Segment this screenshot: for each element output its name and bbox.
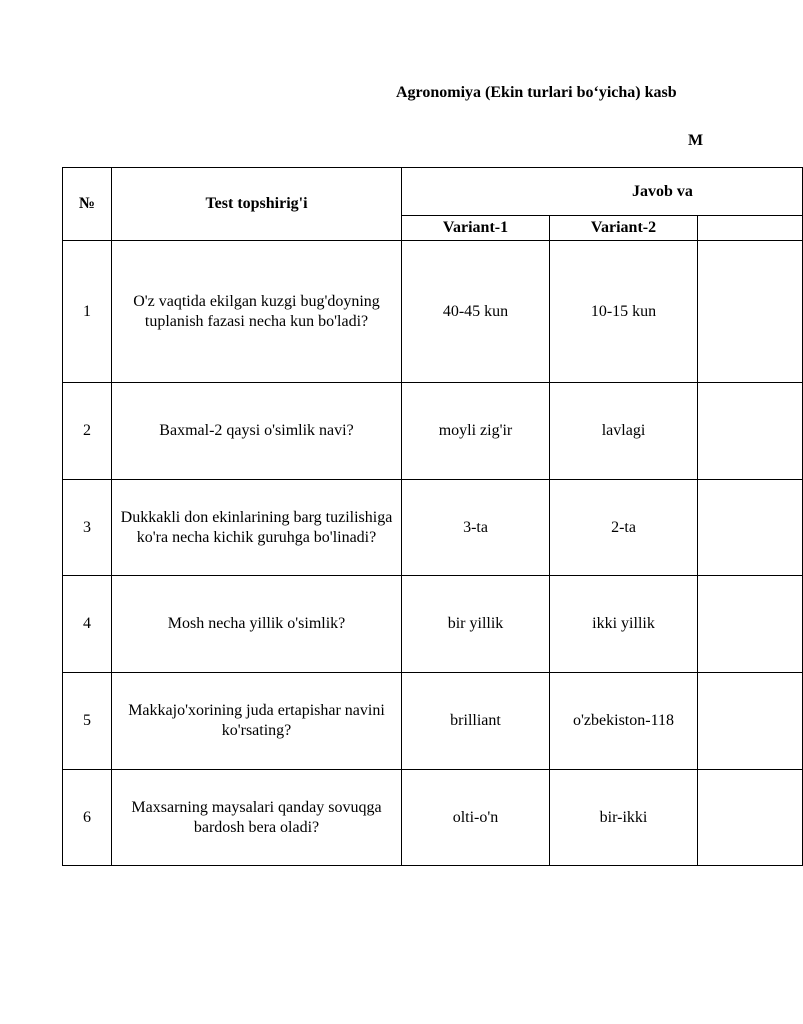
row-number: 4 xyxy=(63,576,112,673)
row-question: O'z vaqtida ekilgan kuzgi bug'doyning tuplanish fazasi necha kun bo'ladi? xyxy=(112,241,402,383)
header-variant-2: Variant-2 xyxy=(550,216,698,241)
table-row xyxy=(63,770,803,866)
table-row xyxy=(63,673,803,770)
table-row xyxy=(63,576,803,673)
row-variant-3 xyxy=(698,383,803,480)
row-question: Baxmal-2 qaysi o'simlik navi? xyxy=(112,383,402,480)
row-question: Dukkakli don ekinlarining barg tuzilishiga ko'ra necha kichik guruhga bo'linadi? xyxy=(112,480,402,576)
row-variant-1: brilliant xyxy=(402,673,550,770)
row-variant-2: lavlagi xyxy=(550,383,698,480)
row-variant-2: 10-15 kun xyxy=(550,241,698,383)
row-number: 2 xyxy=(63,383,112,480)
row-variant-2: 2-ta xyxy=(550,480,698,576)
row-variant-1: bir yillik xyxy=(402,576,550,673)
row-question: Mosh necha yillik o'simlik? xyxy=(112,576,402,673)
row-variant-1: 40-45 kun xyxy=(402,241,550,383)
row-number: 6 xyxy=(63,770,112,866)
header-number: № xyxy=(63,168,112,241)
header-variant-3 xyxy=(698,216,803,241)
row-variant-1: 3-ta xyxy=(402,480,550,576)
row-variant-2: bir-ikki xyxy=(550,770,698,866)
row-variant-3 xyxy=(698,480,803,576)
row-variant-1: olti-o'n xyxy=(402,770,550,866)
header-question: Test topshirig'i xyxy=(112,168,402,241)
row-variant-3 xyxy=(698,673,803,770)
table-row xyxy=(63,480,803,576)
header-variant-1: Variant-1 xyxy=(402,216,550,241)
row-variant-1: moyli zig'ir xyxy=(402,383,550,480)
row-number: 5 xyxy=(63,673,112,770)
row-variant-2: ikki yillik xyxy=(550,576,698,673)
test-table xyxy=(62,167,803,866)
table-header-row xyxy=(63,168,803,216)
document-title: Agronomiya (Ekin turlari bo‘yicha) kasb xyxy=(396,84,677,101)
row-number: 3 xyxy=(63,480,112,576)
row-number: 1 xyxy=(63,241,112,383)
document-subtitle: M xyxy=(688,132,704,149)
header-answers: Javob va xyxy=(402,168,803,216)
table-row xyxy=(63,241,803,383)
row-variant-2: o'zbekiston-118 xyxy=(550,673,698,770)
row-question: Makkajo'xorining juda ertapishar navini ko'rsating? xyxy=(112,673,402,770)
row-variant-3 xyxy=(698,770,803,866)
row-question: Maxsarning maysalari qanday sovuqga bardosh bera oladi? xyxy=(112,770,402,866)
row-variant-3 xyxy=(698,241,803,383)
row-variant-3 xyxy=(698,576,803,673)
table-row xyxy=(63,383,803,480)
